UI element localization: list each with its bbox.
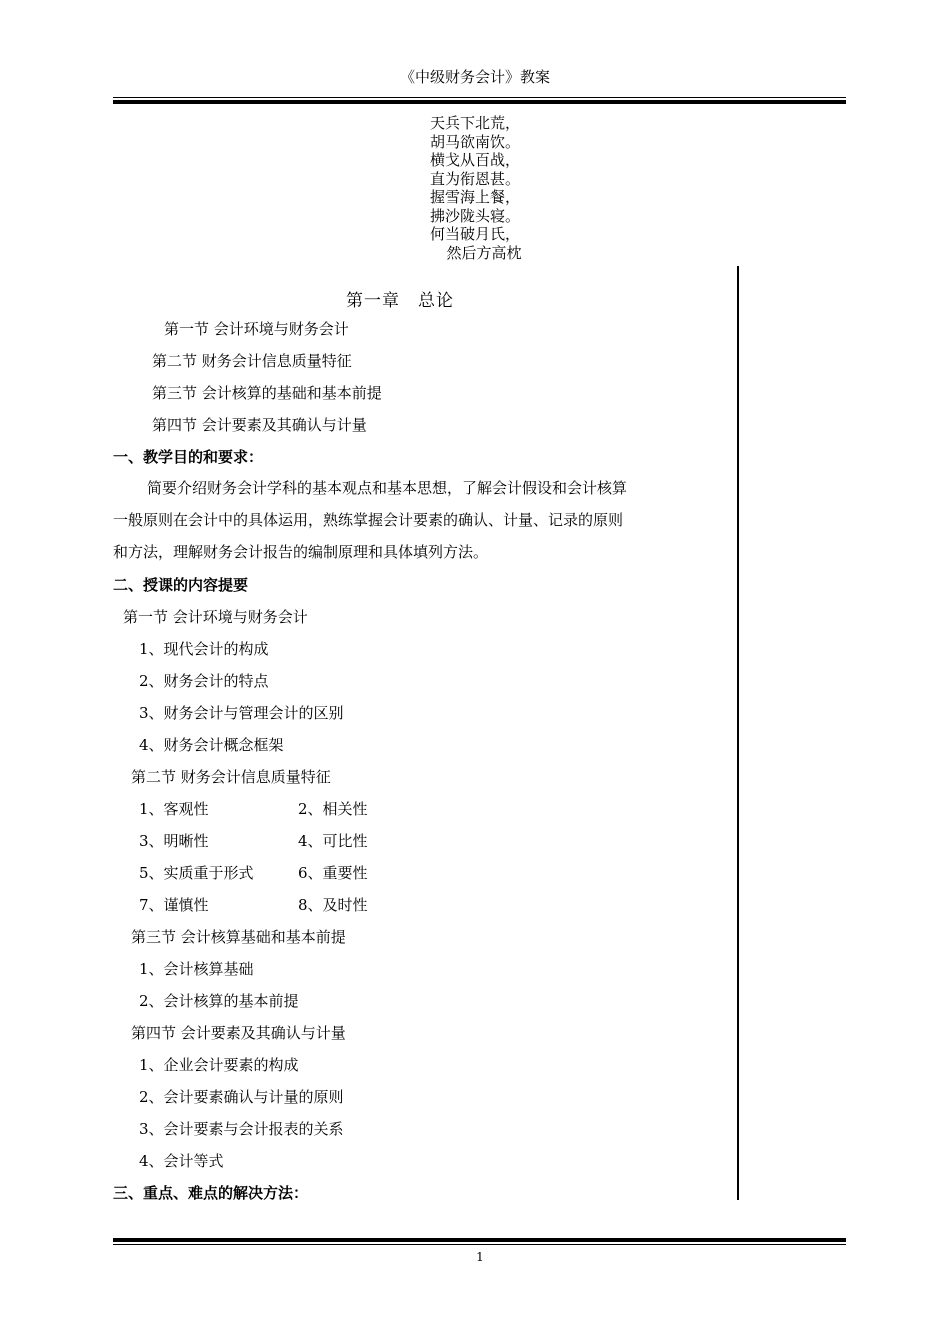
- subsection-title: 第一节 会计环境与财务会计: [123, 608, 308, 626]
- footer-rule-thick: [113, 1238, 846, 1242]
- subsection-title: 第二节 财务会计信息质量特征: [131, 768, 331, 786]
- subsection-title: 第三节 会计核算基础和基本前提: [131, 928, 346, 946]
- section-heading: 一、教学目的和要求：: [113, 448, 264, 466]
- poem-line: 拂沙陇头寝。: [429, 206, 520, 225]
- poem-line: 天兵下北荒，: [429, 114, 520, 132]
- chapter-title: 第一章 总论: [346, 291, 454, 311]
- poem-line: 直为衔恩甚。: [429, 169, 520, 188]
- header-rule-thin: [113, 97, 846, 98]
- list-item: 4、财务会计概念框架: [139, 736, 284, 754]
- page-number: 1: [476, 1250, 484, 1264]
- section-body: [113, 472, 627, 568]
- list-item: 7、谨慎性: [139, 896, 209, 914]
- list-item: 5、实质重于形式: [139, 864, 254, 882]
- poem-line: 握雪海上餐，: [429, 188, 520, 206]
- poem-line: 横戈从百战，: [429, 151, 520, 169]
- list-item: 3、会计要素与会计报表的关系: [139, 1120, 344, 1138]
- list-item: 1、企业会计要素的构成: [139, 1056, 299, 1074]
- footer-rule-thin: [113, 1244, 846, 1245]
- poem-line: 然后方高枕: [446, 243, 522, 262]
- list-item: 2、会计核算的基本前提: [139, 992, 299, 1010]
- margin-vertical-rule: [737, 266, 739, 1200]
- list-item: 2、相关性: [298, 800, 368, 818]
- list-item: 1、现代会计的构成: [139, 640, 269, 658]
- section-heading: 三、重点、难点的解决方法：: [113, 1184, 309, 1202]
- toc-item: 第二节 财务会计信息质量特征: [152, 352, 352, 370]
- list-item: 6、重要性: [298, 864, 368, 882]
- toc-item: 第四节 会计要素及其确认与计量: [152, 416, 367, 434]
- list-item: 4、会计等式: [139, 1152, 224, 1170]
- body-line: 和方法，理解财务会计报告的编制原理和具体填列方法。: [113, 543, 489, 561]
- body-line: 简要介绍财务会计学科的基本观点和基本思想，了解会计假设和会计核算: [147, 479, 628, 497]
- list-item: 2、财务会计的特点: [139, 672, 269, 690]
- list-item: 3、财务会计与管理会计的区别: [139, 704, 344, 722]
- toc-item: 第三节 会计核算的基础和基本前提: [152, 384, 382, 402]
- list-item: 8、及时性: [298, 896, 368, 914]
- poem-line: 何当破月氏，: [429, 225, 520, 243]
- list-item: 2、会计要素确认与计量的原则: [139, 1088, 344, 1106]
- poem: [400, 114, 550, 262]
- list-item: 3、明晰性: [139, 832, 209, 850]
- subsection-title: 第四节 会计要素及其确认与计量: [131, 1024, 346, 1042]
- poem-line: 胡马欲南饮。: [429, 132, 520, 151]
- header-title: 《中级财务会计》教案: [399, 68, 550, 86]
- header-rule-thick: [113, 100, 846, 104]
- list-item: 1、会计核算基础: [139, 960, 254, 978]
- list-item: 1、客观性: [139, 800, 209, 818]
- section-heading: 二、授课的内容提要: [113, 576, 249, 594]
- body-line: 一般原则在会计中的具体运用，熟练掌握会计要素的确认、计量、记录的原则: [113, 511, 624, 529]
- toc-item: 第一节 会计环境与财务会计: [164, 320, 349, 338]
- list-item: 4、可比性: [298, 832, 368, 850]
